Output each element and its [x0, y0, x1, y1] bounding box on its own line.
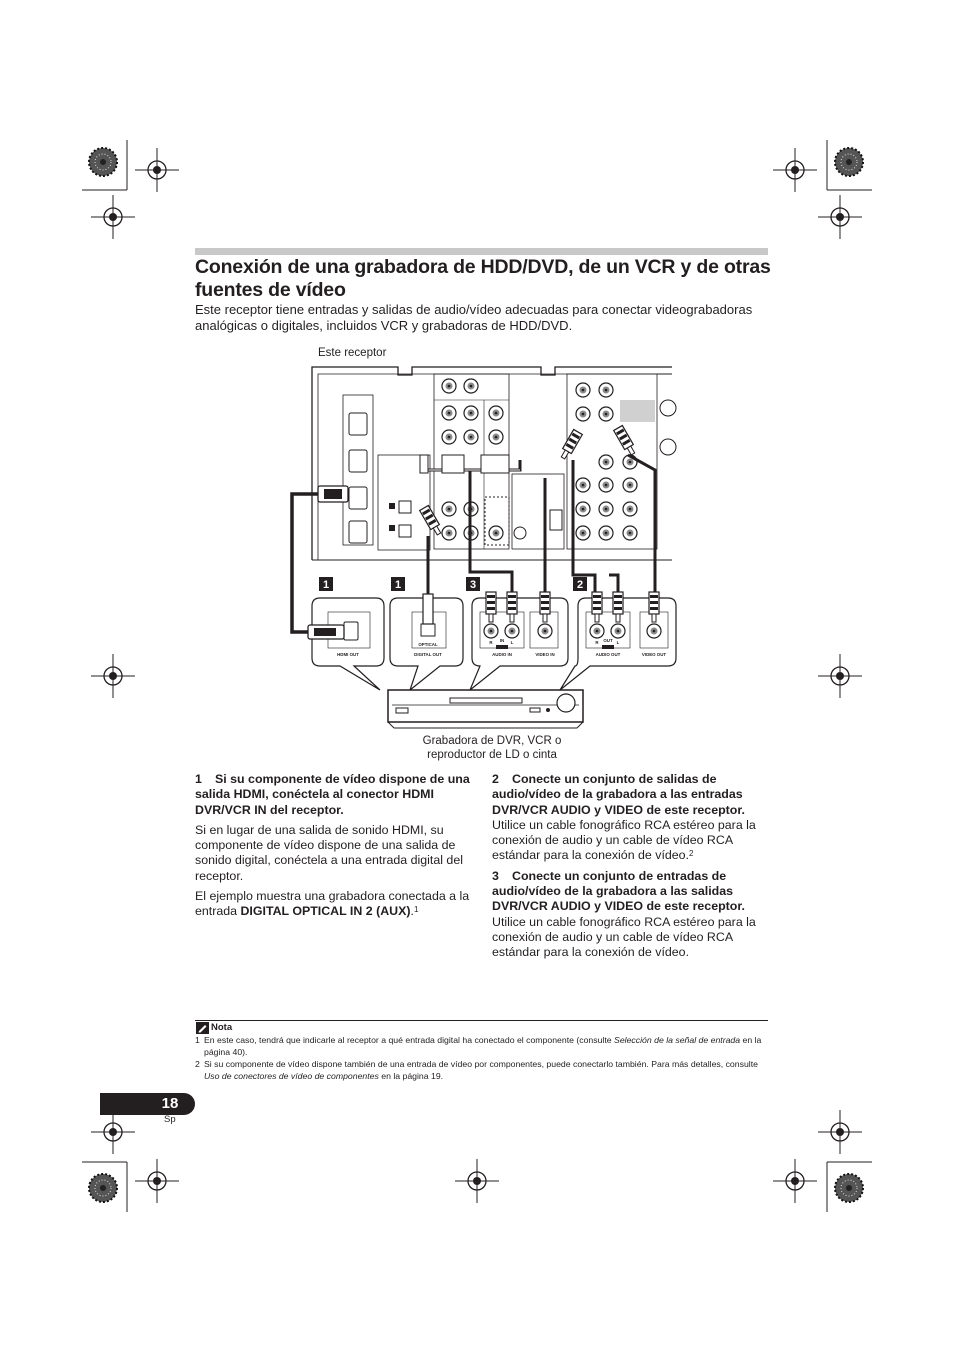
- hdmi-dvr-in-port: [349, 487, 367, 509]
- label-audio-in-l: L: [510, 640, 514, 645]
- note-title: Nota: [211, 1022, 233, 1033]
- callout-1-optical: 1: [394, 579, 402, 591]
- step-2-body: Utilice un cable fonográfico RCA estéreo para la conexión de audio y un cable de vídeo RCA estándar para la conexión de vídeo.$^2$: [492, 817, 756, 863]
- side-mark-right: [818, 654, 862, 698]
- step-1-title: 1 Si su componente de vídeo dispone de una salida HDMI, conéctela al conector HDMI DVR/VCR IN del receptor.: [195, 772, 470, 817]
- label-optical: OPTICAL: [418, 642, 438, 647]
- label-audio-in-r: R: [489, 640, 493, 645]
- left-column: [195, 772, 472, 925]
- page-language: Sp: [164, 1114, 176, 1125]
- optical-plug-icon: [423, 594, 433, 624]
- step-1-example: El ejemplo muestra una grabadora conectada a la entrada DIGITAL OPTICAL IN 2 (AUX).$^1$: [195, 889, 470, 919]
- corner-mark-top-right: [773, 140, 872, 239]
- label-video-out: VIDEO OUT: [641, 652, 667, 657]
- label-audio-out-l: L: [616, 640, 620, 645]
- step-2-title: 2 Conecte un conjunto de salidas de audio/vídeo de la grabadora a las entradas DVR/VCR AUDIO y VIDEO de este receptor.: [492, 772, 745, 817]
- optical-in-1-port: [399, 501, 411, 513]
- step-1-body: Si en lugar de una salida de sonido HDMI, su componente de vídeo dispone de una salida de sonido digital, conéctela a una entrada digital del receptor.: [195, 822, 463, 883]
- callout-3: 3: [469, 579, 477, 591]
- label-audio-out: AUDIO OUT: [595, 652, 621, 657]
- intro-paragraph: Este receptor tiene entradas y salidas de audio/vídeo adecuadas para conectar videograbadoras analógicas o digitales, incluidos VCR y grabadoras de HDD/DVD.: [195, 302, 753, 333]
- corner-mark-bottom-right: [773, 1110, 872, 1212]
- bottom-mark-center: [455, 1159, 499, 1203]
- label-hdmi-out: HDMI OUT: [337, 652, 359, 657]
- side-mark-left: [91, 654, 135, 698]
- label-audio-in: AUDIO IN: [492, 652, 512, 657]
- corner-mark-top-left: [82, 140, 179, 239]
- callout-badges: [319, 577, 587, 591]
- receiver-label: Este receptor: [318, 347, 387, 359]
- label-in: IN: [499, 638, 505, 643]
- callout-2: 2: [576, 579, 584, 591]
- hdmi-out-port: [349, 521, 367, 543]
- page-number: 18: [161, 1095, 179, 1112]
- footnote-1: 1 En este caso, tendrá que indicarle al receptor a qué entrada digital ha conectado el componente (consulte Selección de la señal de entrada en la página 40).: [195, 1035, 762, 1057]
- label-digital-out: DIGITAL OUT: [414, 652, 442, 657]
- label-out: OUT: [603, 638, 613, 643]
- label-video-in: VIDEO IN: [535, 652, 555, 657]
- hdmi-in-2-port: [349, 450, 367, 472]
- optical-in-2-port: [399, 525, 411, 537]
- right-column: [492, 772, 769, 966]
- connection-diagram: [280, 360, 680, 735]
- corner-mark-bottom-left: [82, 1110, 179, 1212]
- label-audio-out-r: R: [595, 640, 599, 645]
- footnote-2: 2 Si su componente de vídeo dispone también de una entrada de vídeo por componentes, puede conectarlo también. Para más detalles, consulte Uso de conectores de vídeo de componentes en la página 19.: [195, 1059, 758, 1081]
- note-pencil-icon: [196, 1022, 209, 1034]
- dvd-recorder-icon: [388, 690, 583, 728]
- step-3-body: Utilice un cable fonográfico RCA estéreo para la conexión de audio y un cable de vídeo RCA estándar para la conexión de vídeo.: [492, 914, 756, 960]
- callout-1-hdmi: 1: [322, 579, 330, 591]
- section-rule: [195, 248, 768, 255]
- recorder-label: Grabadora de DVR, VCR o reproductor de LD o cinta: [422, 735, 562, 761]
- note-rule: [195, 1020, 768, 1021]
- hdmi-in-1-port: [349, 413, 367, 435]
- step-3-title: 3 Conecte un conjunto de entradas de audio/vídeo de la grabadora a las salidas DVR/VCR AUDIO y VIDEO de este receptor.: [492, 868, 745, 914]
- page-heading: Conexión de una grabadora de HDD/DVD, de un VCR y de otras fuentes de vídeo: [195, 256, 771, 301]
